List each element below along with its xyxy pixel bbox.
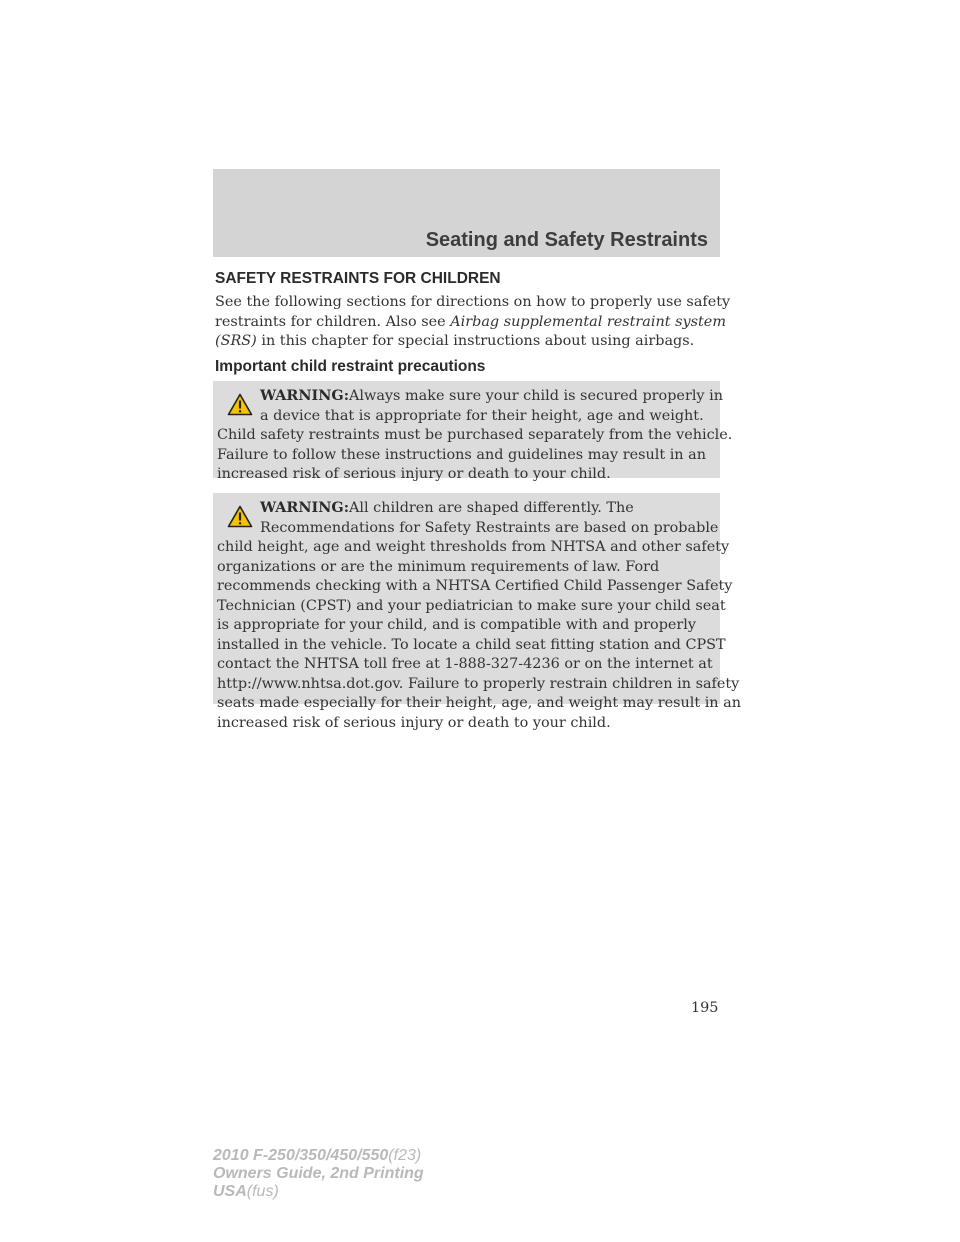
section-heading: SAFETY RESTRAINTS FOR CHILDREN [215, 270, 501, 287]
warning-line: is appropriate for your child, and is compatible with and properly [217, 617, 697, 633]
footer-market-code: (fus) [246, 1183, 279, 1200]
intro-text: restraints for children. Also see [215, 313, 451, 330]
warning-line: contact the NHTSA toll free at 1-888-327-4236 or on the internet at [217, 656, 713, 672]
warning-first-line [217, 498, 717, 519]
intro-reference: (SRS) [215, 333, 257, 349]
chapter-title: Seating and Safety Restraints [425, 229, 708, 251]
warning-line: Recommendations for Safety Restraints are based on probable [260, 519, 719, 536]
footer-line [213, 1183, 424, 1201]
document-footer [213, 1147, 424, 1201]
warning-box [213, 493, 741, 731]
intro-line [215, 332, 720, 352]
warning-line: Failure to follow these instructions and guidelines may result in an [217, 446, 706, 463]
warning-label: WARNING: [260, 499, 350, 516]
warning-line: a device that is appropriate for their height, age and weight. [260, 407, 704, 424]
intro-paragraph [215, 293, 731, 352]
warning-text [217, 386, 733, 485]
warning-lead: All children are shaped differently. The [349, 500, 634, 516]
warning-text [217, 498, 741, 733]
warning-line: increased risk of serious injury or death to your child. [217, 466, 611, 482]
footer-model: 2010 F-250/350/450/550 [213, 1147, 389, 1164]
warning-line: installed in the vehicle. To locate a child seat fitting station and CPST [217, 636, 726, 653]
warning-box [213, 381, 733, 482]
warning-line: Technician (CPST) and your pediatrician to make sure your child seat [217, 597, 726, 614]
warning-label: WARNING: [260, 387, 350, 404]
warning-line: http://www.nhtsa.dot.gov. Failure to properly restrain children in safety [217, 675, 740, 692]
warning-line: recommends checking with a NHTSA Certified Child Passenger Safety [217, 578, 733, 594]
chapter-header-band [213, 169, 720, 257]
warning-line: organizations or are the minimum requirements of law. Ford [217, 558, 660, 575]
footer-market: USA [213, 1183, 247, 1200]
intro-text: in this chapter for special instructions about using airbags. [256, 333, 695, 349]
intro-reference: Airbag supplemental restraint system [450, 313, 726, 330]
warning-line: Child safety restraints must be purchased separately from the vehicle. [217, 427, 733, 443]
warning-lead: Always make sure your child is secured properly in [349, 388, 724, 404]
footer-line [213, 1147, 424, 1165]
warning-first-line [217, 386, 724, 407]
page-number: 195 [691, 1000, 719, 1016]
intro-line [215, 313, 726, 333]
warning-line: increased risk of serious injury or death to your child. [217, 714, 611, 731]
footer-model-code: (f23) [388, 1147, 422, 1164]
warning-line: child height, age and weight thresholds from NHTSA and other safety [217, 539, 730, 555]
subsection-heading: Important child restraint precautions [215, 358, 486, 375]
intro-line: See the following sections for directions on how to properly use safety [215, 294, 731, 310]
warning-line: seats made especially for their height, age, and weight may result in an [217, 695, 741, 711]
footer-line: Owners Guide, 2nd Printing [213, 1165, 424, 1182]
